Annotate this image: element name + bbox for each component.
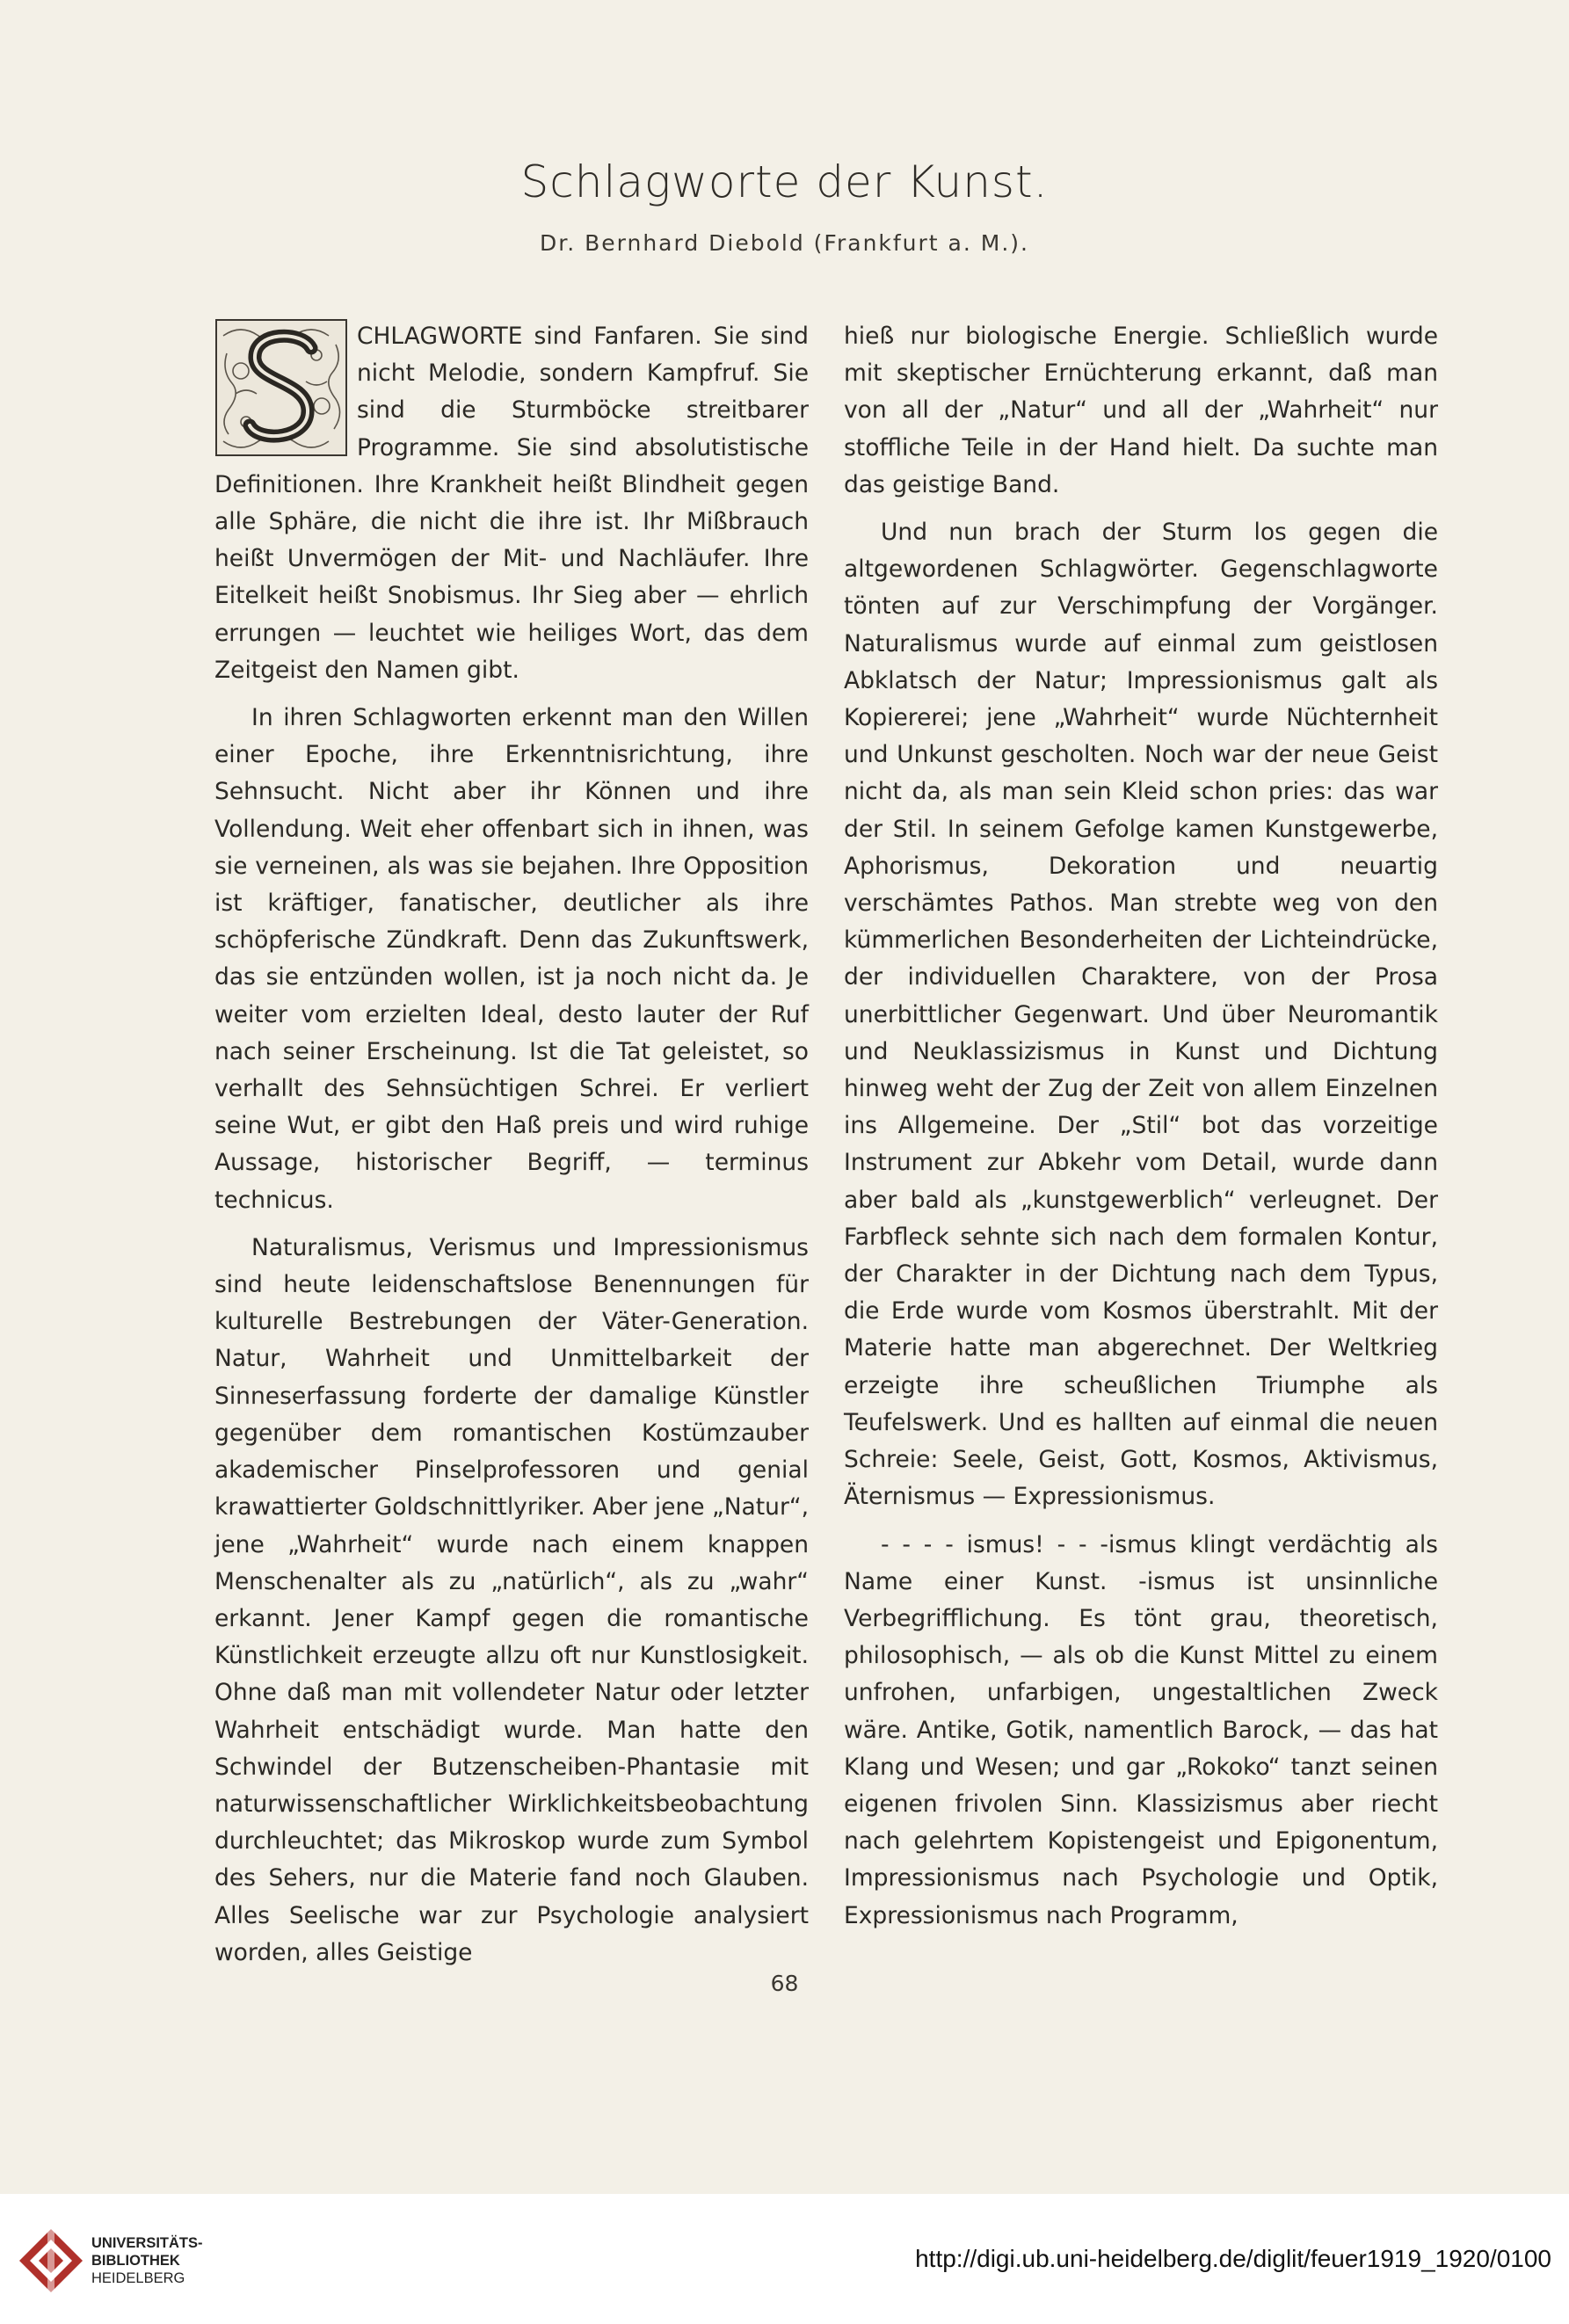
footer-bar (0, 2194, 1569, 2324)
text-column-right (844, 318, 1438, 1935)
paragraph: - - - - ismus! - - -ismus klingt verdächtig als Name einer Kunst. -ismus ist unsinnliche Verbegrifflichung. Es tönt grau, theoretisch, philosophisch, — als ob die Kunst Mittel zu einem unfrohen, unfarbigen, ungestaltlichen Zweck wäre. Antike, Gotik, namentlich Barock, — das hat Klang und Wesen; und gar „Rokoko“ tanzt seinen eigenen frivolen Sinn. Klassizismus aber riecht nach gelehrtem Kopistengeist und Epigonentum, Impressionismus nach Psychologie und Optik, Expressionismus nach Programm, (844, 1530, 1438, 1929)
ornamental-initial-s (214, 318, 348, 457)
paragraph: In ihren Schlagworten erkennt man den Willen einer Epoche, ihre Erkenntnisrichtung, ihre Sehnsucht. Nicht aber ihr Können und ihre Vollendung. Weit eher offenbart sich in ihnen, was sie verneinen, als was sie bejahen. Ihre Opposition ist kräftiger, fanatischer, deutlicher als ihre schöpferische Zündkraft. Denn das Zukunftswerk, das sie entzünden wollen, ist ja noch nicht da. Je weiter vom erzielten Ideal, desto lauter der Ruf nach seiner Erscheinung. Ist die Tat geleistet, so verhallt des Sehnsüchtigen Schrei. Er verliert seine Wut, er gibt den Haß preis und wird ruhige Aussage, historischer Begriff, — terminus technicus. (214, 704, 809, 1214)
page-number: 68 (770, 1971, 799, 1996)
article-author: Dr. Bernhard Diebold (Frankfurt a. M.). (539, 230, 1029, 256)
paragraph: CHLAGWORTE sind Fanfaren. Sie sind nicht Melodie, sondern Kampfruf. Sie sind die Sturmböcke streitbarer Programme. Sie sind absolutistische Definitionen. Ihre Krankheit heißt Blindheit gegen alle Sphäre, die nicht die ihre ist. Ihr Mißbrauch heißt Unvermögen der Mit- und Nachläufer. Ihre Eitelkeit heißt Snobismus. Ihr Sieg aber — ehrlich errungen — leuchtet wie heiliges Wort, das dem Zeitgeist den Namen gibt. (214, 323, 809, 684)
paragraph: Und nun brach der Sturm los gegen die altgewordenen Schlagwörter. Gegenschlagworte tönten auf zur Verschimpfung der Vorgänger. Naturalismus wurde auf einmal zum geistlosen Abklatsch der Natur; Impressionismus galt als Kopiererei; jene „Wahrheit“ wurde Nüchternheit und Unkunst gescholten. Noch war der neue Geist nicht da, als man sein Kleid schon pries: das war der Stil. In seinem Gefolge kamen Kunstgewerbe, Aphorismus, Dekoration und neuartig verschämtes Pathos. Man strebte weg von den kümmerlichen Besonderheiten der Lichteindrücke, der individuellen Charaktere, von der Prosa unerbittlicher Gegenwart. Und über Neuromantik und Neuklassizismus in Kunst und Dichtung hinweg weht der Zug der Zeit von allem Einzelnen ins Allgemeine. Der „Stil“ bot das vorzeitige Instrument zur Abkehr vom Detail, wurde dann aber bald als „kunstgewerblich“ verleugnet. Der Farbfleck sehnte sich nach dem formalen Kontur, der Charakter in der Dichtung nach dem Typus, die Erde wurde vom Kosmos überstrahlt. Mit der Materie hatte man abgerechnet. Der Weltkrieg erzeigte ihre scheußlichen Triumphe als Teufelswerk. Und es hallten auf einmal die neuen Schreie: Seele, Geist, Gott, Kosmos, Aktivismus, Äternismus — Expressionismus. (844, 519, 1438, 1511)
library-name: UNIVERSITÄTS- BIBLIOTHEK HEIDELBERG (91, 2235, 203, 2286)
university-library-logo-icon (16, 2226, 86, 2296)
paragraph: Naturalismus, Verismus und Impressionismus sind heute leidenschaftslose Benennungen für kulturelle Bestrebungen der Väter-Generation. Natur, Wahrheit und Unmittelbarkeit der Sinneserfassung forderte der damalige Künstler gegenüber dem romantischen Kostümzauber akademischer Pinselprofessoren und genial krawattierter Goldschnittlyriker. Aber jene „Natur“, jene „Wahrheit“ wurde nach einem knappen Menschenalter als zu „natürlich“, als zu „wahr“ erkannt. Jener Kampf gegen die romantische Künstlichkeit erzeugte allzu oft nur Kunstlosigkeit. Ohne daß man mit vollendeter Natur oder letzter Wahrheit entschädigt wurde. Man hatte den Schwindel der Butzenscheiben-Phantasie mit naturwissenschaftlicher Wirklichkeitsbeobachtung durchleuchtet; das Mikroskop wurde zum Symbol des Sehers, nur die Materie fand noch Glauben. Alles Seelische war zur Psychologie analysiert worden, alles Geistige (214, 1233, 809, 1966)
text-column-left (214, 318, 809, 1972)
permalink-url[interactable]: http://digi.ub.uni-heidelberg.de/diglit/feuer1919_1920/0100 (915, 2245, 1551, 2272)
paragraph: hieß nur biologische Energie. Schließlich wurde mit skeptischer Ernüchterung erkannt, daß man von all der „Natur“ und all der „Wahrheit“ nur stoffliche Teile in der Hand hielt. Da suchte man das geistige Band. (844, 323, 1438, 498)
article-title: Schlagworte der Kunst. (520, 156, 1049, 207)
